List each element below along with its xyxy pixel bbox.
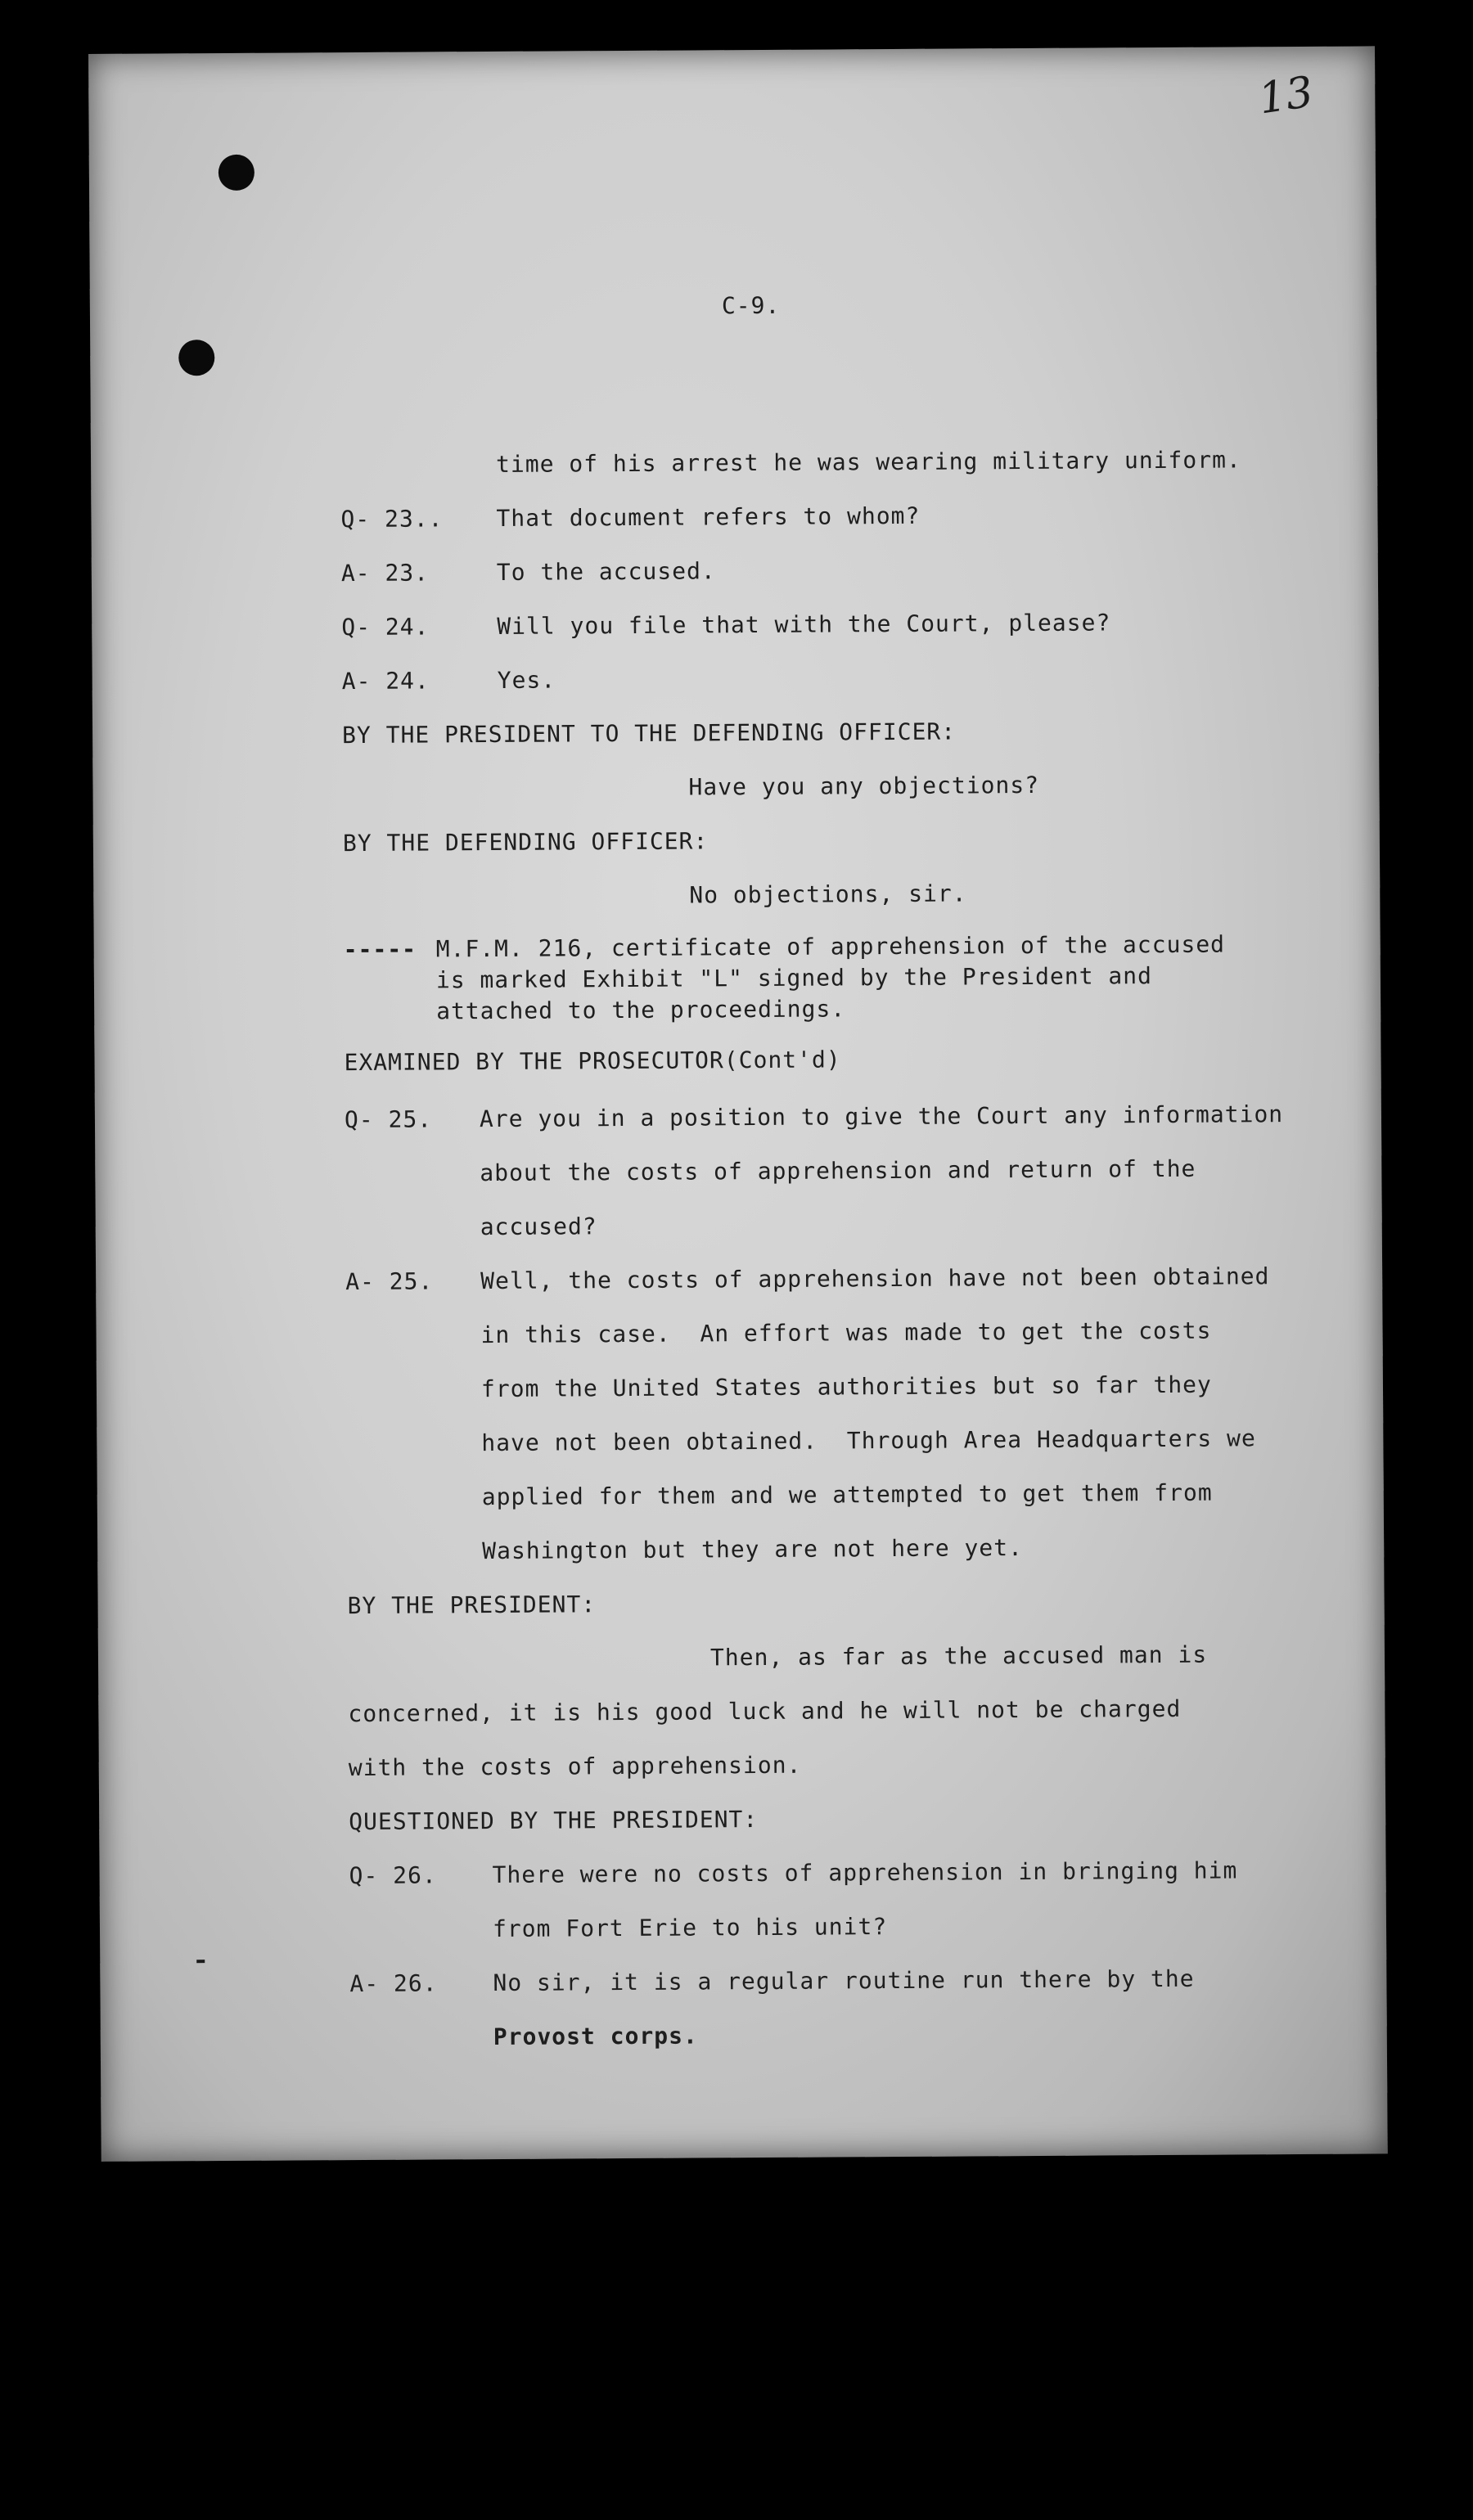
exhibit-line-3: attached to the proceedings.: [436, 995, 846, 1025]
a23-label: A- 23.: [340, 559, 430, 587]
punch-hole-bottom: [178, 340, 214, 376]
q25-label: Q- 25.: [344, 1105, 433, 1134]
section-heading-president-to-defending: BY THE PRESIDENT TO THE DEFENDING OFFICER:: [341, 718, 957, 749]
margin-tick-mark: [196, 1960, 205, 1963]
president-remark-line-1: Then, as far as the accused man is: [709, 1640, 1208, 1672]
a26-line-1: No sir, it is a regular routine run there by the: [493, 1964, 1195, 1997]
president-remark-line-3: with the costs of apprehension.: [348, 1751, 802, 1782]
handwritten-page-number: 13: [1255, 67, 1317, 124]
a25-line-1: Well, the costs of apprehension have not been obtained: [480, 1262, 1270, 1295]
section-heading-by-the-president: BY THE PRESIDENT:: [347, 1591, 597, 1620]
q25-line-2: about the costs of apprehension and return of the: [480, 1154, 1196, 1187]
continuation-line: time of his arrest he was wearing military uniform.: [495, 446, 1241, 478]
section-heading-examined-by-prosecutor: EXAMINED BY THE PROSECUTOR(Cont'd): [344, 1046, 841, 1077]
a23-text: To the accused.: [496, 557, 716, 586]
q26-line-2: from Fort Erie to his unit?: [492, 1913, 888, 1943]
a25-label: A- 25.: [345, 1267, 434, 1296]
president-question: Have you any objections?: [688, 771, 1040, 801]
a24-label: A- 24.: [341, 667, 430, 695]
page-header: C-9.: [721, 291, 781, 320]
document-page: [88, 46, 1388, 2162]
a24-text: Yes.: [497, 666, 556, 694]
exhibit-line-2: is marked Exhibit "L" signed by the President and: [435, 962, 1153, 994]
q26-label: Q- 26.: [349, 1861, 437, 1890]
a25-line-5: applied for them and we attempted to get them from: [481, 1478, 1213, 1511]
a25-line-4: have not been obtained. Through Area Headquarters we: [481, 1424, 1256, 1457]
q24-label: Q- 24.: [341, 613, 430, 641]
q23-text: That document refers to whom?: [496, 502, 921, 532]
q24-text: Will you file that with the Court, please?: [497, 609, 1111, 640]
exhibit-dash: -----: [343, 935, 417, 964]
q25-line-1: Are you in a position to give the Court any information: [479, 1100, 1284, 1133]
a25-line-3: from the United States authorities but so far they: [480, 1370, 1212, 1403]
a26-label: A- 26.: [349, 1969, 438, 1998]
exhibit-line-1: M.F.M. 216, certificate of apprehension of the accused: [435, 930, 1226, 963]
defending-officer-reply: No objections, sir.: [689, 880, 967, 909]
a25-line-2: in this case. An effort was made to get the costs: [480, 1316, 1212, 1349]
section-heading-defending-officer: BY THE DEFENDING OFFICER:: [342, 827, 709, 857]
section-heading-questioned-by-president: QUESTIONED BY THE PRESIDENT:: [349, 1806, 759, 1836]
q23-label: Q- 23..: [340, 505, 444, 533]
a26-line-2: Provost corps.: [493, 2022, 698, 2051]
a25-line-6: Washington but they are not here yet.: [482, 1534, 1024, 1565]
punch-hole-top: [218, 155, 255, 191]
president-remark-line-2: concerned, it is his good luck and he will not be charged: [348, 1694, 1182, 1728]
q26-line-1: There were no costs of apprehension in bringing him: [492, 1856, 1238, 1889]
q25-line-3: accused?: [480, 1213, 597, 1241]
